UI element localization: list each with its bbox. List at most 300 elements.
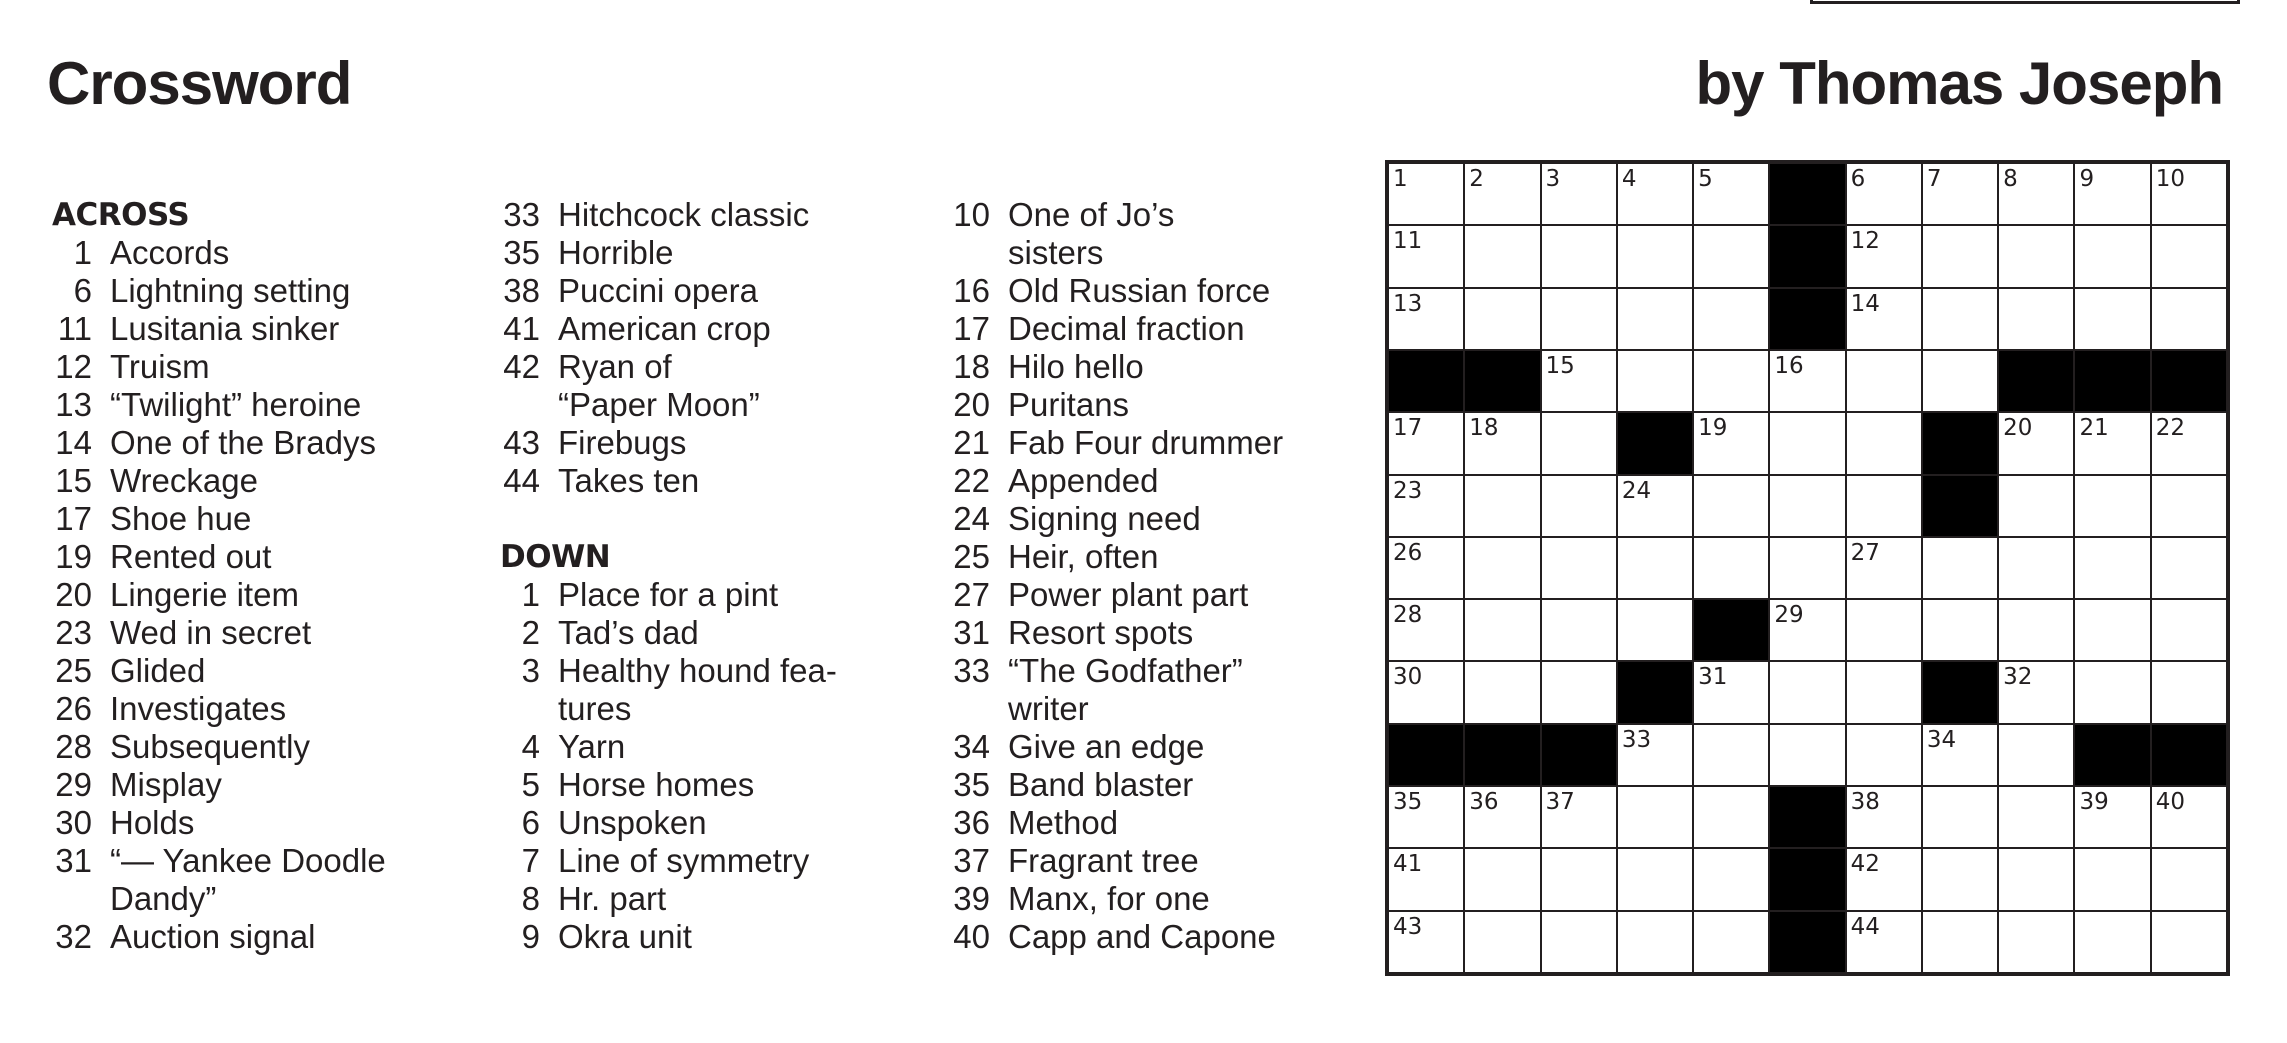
grid-cell[interactable]: [1999, 226, 2073, 286]
clue-number: 44: [503, 462, 540, 499]
clue-number: 20: [55, 576, 92, 613]
grid-cell[interactable]: [1694, 538, 1768, 598]
grid-cell[interactable]: [1999, 289, 2073, 349]
byline: by Thomas Joseph: [1695, 50, 2223, 117]
grid-cell[interactable]: [1618, 600, 1692, 660]
black-square: [2152, 725, 2226, 785]
clue-number: 26: [55, 690, 92, 727]
grid-cell[interactable]: [1770, 351, 1844, 411]
clue-number: 35: [503, 234, 540, 271]
clue-item: [500, 766, 940, 804]
cell-number: 33: [1621, 726, 1652, 753]
grid-cell[interactable]: [1542, 849, 1616, 909]
clue-text: One of Jo’s: [1008, 196, 1175, 233]
grid-cell[interactable]: [1847, 600, 1921, 660]
cell-number: 20: [2003, 415, 2033, 442]
clue-text: Hr. part: [558, 880, 667, 917]
clue-item: [950, 576, 1390, 614]
clue-number: 17: [953, 310, 990, 347]
clue-number: 40: [953, 918, 990, 955]
grid-cell[interactable]: [1999, 600, 2073, 660]
clue-text: Horrible: [558, 234, 674, 271]
clue-item: [950, 386, 1390, 424]
cell-number: 29: [1774, 602, 1804, 629]
grid-cell[interactable]: [1694, 912, 1768, 972]
black-square: [2075, 725, 2149, 785]
grid-cell[interactable]: [1999, 164, 2073, 224]
black-square: [1542, 725, 1616, 785]
grid-cell[interactable]: [1389, 164, 1463, 224]
grid-cell[interactable]: [1770, 662, 1844, 722]
grid-cell[interactable]: [1923, 351, 1997, 411]
cell-number: 6: [1850, 166, 1866, 192]
clue-number: 33: [953, 652, 990, 689]
grid-cell[interactable]: [1694, 164, 1768, 224]
clue-item: [950, 728, 1390, 766]
clue-item: [950, 462, 1390, 500]
grid-cell[interactable]: [1465, 912, 1539, 972]
clue-text: sisters: [1008, 234, 1104, 271]
clue-text: Auction signal: [110, 918, 316, 955]
clue-text: Okra unit: [558, 918, 692, 955]
grid-cell[interactable]: [1770, 725, 1844, 785]
clue-text: “The Godfather”: [1008, 652, 1243, 689]
clue-item: [52, 462, 492, 500]
grid-cell[interactable]: [1847, 289, 1921, 349]
clue-text: Lightning setting: [110, 272, 351, 309]
clue-number: [950, 690, 990, 728]
grid-cell[interactable]: [1923, 912, 1997, 972]
cell-number: 12: [1850, 228, 1880, 255]
clue-text: Ryan of: [558, 348, 672, 385]
grid-cell[interactable]: [1542, 476, 1616, 536]
clue-text: “— Yankee Doodle: [110, 842, 386, 879]
cell-number: 14: [1850, 290, 1880, 317]
grid-cell[interactable]: [1618, 289, 1692, 349]
grid-cell[interactable]: [1542, 538, 1616, 598]
grid-cell[interactable]: [2075, 226, 2149, 286]
grid-cell[interactable]: [1999, 787, 2073, 847]
grid-cell[interactable]: [1542, 289, 1616, 349]
clue-number: 7: [521, 842, 540, 879]
black-square: [1999, 351, 2073, 411]
grid-cell[interactable]: [1923, 538, 1997, 598]
grid-cell[interactable]: [2152, 662, 2226, 722]
clue-item: [950, 880, 1390, 918]
clue-number: 2: [521, 614, 540, 651]
grid-cell[interactable]: [1618, 787, 1692, 847]
cell-number: 38: [1850, 789, 1880, 816]
cell-number: 41: [1393, 851, 1423, 878]
grid-cell[interactable]: [1465, 849, 1539, 909]
clue-text: “Paper Moon”: [558, 386, 760, 423]
cell-number: 2: [1469, 166, 1484, 192]
clue-item: [500, 234, 940, 272]
clue-number: 14: [55, 424, 92, 461]
grid-cell[interactable]: [1542, 351, 1616, 411]
grid-cell[interactable]: [1694, 787, 1768, 847]
grid-cell[interactable]: [1465, 226, 1539, 286]
grid-cell[interactable]: [1389, 289, 1463, 349]
clue-text: Healthy hound fea-: [558, 652, 837, 689]
clue-number: 20: [953, 386, 990, 423]
cell-number: 7: [1926, 166, 1942, 192]
grid-cell[interactable]: [1923, 226, 1997, 286]
clue-item: [52, 766, 492, 804]
grid-cell[interactable]: [1465, 662, 1539, 722]
cell-number: 22: [2155, 415, 2185, 442]
black-square: [1465, 725, 1539, 785]
grid-cell[interactable]: [2075, 538, 2149, 598]
clue-item: [950, 804, 1390, 842]
clue-text: Method: [1008, 804, 1119, 841]
clue-item: [52, 614, 492, 652]
page-title: Crossword: [47, 50, 352, 117]
grid-cell[interactable]: [1694, 351, 1768, 411]
grid-cell[interactable]: [1389, 849, 1463, 909]
grid-cell[interactable]: [1389, 226, 1463, 286]
clue-text: Place for a pint: [558, 576, 779, 613]
clue-text: Manx, for one: [1008, 880, 1210, 917]
black-square: [2075, 351, 2149, 411]
clue-number: 37: [953, 842, 990, 879]
grid-cell[interactable]: [1389, 600, 1463, 660]
grid-cell[interactable]: [1847, 164, 1921, 224]
grid-cell[interactable]: [2152, 289, 2226, 349]
grid-cell[interactable]: [1847, 538, 1921, 598]
clue-text: Power plant part: [1008, 576, 1249, 613]
grid-cell[interactable]: [1694, 289, 1768, 349]
grid-cell[interactable]: [1694, 413, 1768, 473]
grid-cell[interactable]: [1847, 413, 1921, 473]
grid-cell[interactable]: [1923, 725, 1997, 785]
grid-cell[interactable]: [1999, 538, 2073, 598]
black-square: [1770, 289, 1844, 349]
clue-number: 11: [57, 310, 92, 347]
grid-cell[interactable]: [2152, 538, 2226, 598]
clue-text: Horse homes: [558, 766, 755, 803]
grid-cell[interactable]: [1770, 600, 1844, 660]
clue-text: Takes ten: [558, 462, 700, 499]
grid-cell[interactable]: [2075, 413, 2149, 473]
clue-item: [52, 880, 492, 918]
grid-cell[interactable]: [1389, 912, 1463, 972]
clue-text: American crop: [558, 310, 771, 347]
grid-cell[interactable]: [2152, 476, 2226, 536]
cell-number: 10: [2155, 166, 2185, 192]
clue-item: [500, 880, 940, 918]
clue-item: [500, 652, 940, 690]
grid-cell[interactable]: [2152, 226, 2226, 286]
clue-number: 25: [953, 538, 990, 575]
black-square: [1465, 351, 1539, 411]
grid-cell[interactable]: [1923, 164, 1997, 224]
black-square: [1770, 912, 1844, 972]
grid-cell[interactable]: [1847, 476, 1921, 536]
clue-item: [500, 842, 940, 880]
grid-cell[interactable]: [1542, 413, 1616, 473]
grid-cell[interactable]: [2075, 289, 2149, 349]
cell-number: 43: [1393, 913, 1423, 940]
clue-number: 10: [953, 196, 990, 233]
clue-number: 19: [55, 538, 92, 575]
clue-number: 23: [55, 614, 92, 651]
clue-number: 31: [953, 614, 990, 651]
clue-item: [500, 918, 940, 956]
clue-text: Misplay: [110, 766, 222, 803]
cell-number: 28: [1393, 602, 1423, 629]
clue-item: [950, 538, 1390, 576]
clue-number: 17: [55, 500, 92, 537]
grid-cell[interactable]: [1923, 600, 1997, 660]
clue-number: 6: [521, 804, 540, 841]
clue-number: 13: [55, 386, 92, 423]
grid-cell[interactable]: [1542, 226, 1616, 286]
clue-text: Resort spots: [1008, 614, 1194, 651]
grid-cell[interactable]: [2075, 912, 2149, 972]
grid-cell[interactable]: [1847, 849, 1921, 909]
clue-item: [52, 576, 492, 614]
grid-cell[interactable]: [1618, 912, 1692, 972]
grid-cell[interactable]: [1923, 289, 1997, 349]
grid-cell[interactable]: [1770, 413, 1844, 473]
grid-cell[interactable]: [1618, 351, 1692, 411]
clue-item: [500, 804, 940, 842]
clue-item: [500, 576, 940, 614]
grid-cell[interactable]: [1999, 912, 2073, 972]
clue-number: 1: [73, 234, 92, 271]
clue-text: Old Russian force: [1008, 272, 1271, 309]
clue-item: [950, 310, 1390, 348]
black-square: [2152, 351, 2226, 411]
grid-cell[interactable]: [2075, 787, 2149, 847]
grid-cell[interactable]: [1465, 413, 1539, 473]
cell-number: 3: [1545, 166, 1561, 192]
grid-cell[interactable]: [1389, 538, 1463, 598]
grid-cell[interactable]: [1618, 476, 1692, 536]
clue-item: [950, 614, 1390, 652]
clue-number: 39: [953, 880, 990, 917]
clue-text: Accords: [110, 234, 230, 271]
grid-cell[interactable]: [1542, 912, 1616, 972]
grid-cell[interactable]: [1465, 538, 1539, 598]
top-frame-box: [1810, 0, 2240, 4]
grid-cell[interactable]: [1999, 662, 2073, 722]
clue-item: [500, 462, 940, 500]
grid-cell[interactable]: [1923, 849, 1997, 909]
crossword-grid: [1385, 160, 2230, 976]
clue-column-2: [500, 196, 940, 956]
cell-number: 37: [1545, 789, 1575, 816]
grid-cell[interactable]: [1694, 725, 1768, 785]
clue-item: [500, 386, 940, 424]
clue-column-3: [950, 196, 1390, 956]
grid-cell[interactable]: [1999, 476, 2073, 536]
clue-item: [52, 690, 492, 728]
clue-number: 3: [521, 652, 540, 689]
grid-cell[interactable]: [1542, 164, 1616, 224]
grid-cell[interactable]: [1694, 662, 1768, 722]
grid-cell[interactable]: [1847, 912, 1921, 972]
cell-number: 9: [2079, 166, 2095, 192]
grid-cell[interactable]: [1999, 725, 2073, 785]
grid-cell[interactable]: [2075, 600, 2149, 660]
grid-cell[interactable]: [1999, 413, 2073, 473]
cell-number: 21: [2079, 415, 2109, 442]
grid-cell[interactable]: [1465, 164, 1539, 224]
clue-text: Truism: [110, 348, 210, 385]
cell-number: 27: [1850, 539, 1880, 566]
clue-number: 31: [55, 842, 92, 879]
grid-cell[interactable]: [1770, 476, 1844, 536]
clue-item: [52, 538, 492, 576]
down-heading: DOWN: [500, 539, 611, 575]
clue-text: Puritans: [1008, 386, 1130, 423]
clue-number: 9: [521, 918, 540, 955]
grid-cell[interactable]: [1847, 662, 1921, 722]
grid-cell[interactable]: [1847, 351, 1921, 411]
grid-cell[interactable]: [1542, 600, 1616, 660]
grid-cell[interactable]: [1694, 226, 1768, 286]
grid-cell[interactable]: [1847, 226, 1921, 286]
clue-text: Signing need: [1008, 500, 1201, 537]
clue-number: 6: [73, 272, 92, 309]
clue-text: Lingerie item: [110, 576, 299, 613]
black-square: [1923, 662, 1997, 722]
grid-cell[interactable]: [1465, 476, 1539, 536]
grid-cell[interactable]: [1389, 476, 1463, 536]
grid-cell[interactable]: [1618, 538, 1692, 598]
grid-cell[interactable]: [1694, 476, 1768, 536]
clue-text: Firebugs: [558, 424, 687, 461]
clue-number: 27: [953, 576, 990, 613]
grid-cell[interactable]: [1389, 413, 1463, 473]
grid-cell[interactable]: [2152, 413, 2226, 473]
cell-number: 32: [2003, 664, 2033, 691]
clue-text: Unspoken: [558, 804, 707, 841]
grid-cell[interactable]: [2152, 787, 2226, 847]
grid-cell[interactable]: [1618, 849, 1692, 909]
cell-number: 17: [1393, 415, 1423, 442]
grid-cell[interactable]: [1618, 725, 1692, 785]
grid-cell[interactable]: [1923, 787, 1997, 847]
black-square: [1770, 164, 1844, 224]
clue-item: [950, 842, 1390, 880]
grid-cell[interactable]: [1465, 600, 1539, 660]
grid-cell[interactable]: [1847, 725, 1921, 785]
black-square: [1770, 849, 1844, 909]
clue-item: [950, 234, 1390, 272]
clue-text: Hilo hello: [1008, 348, 1144, 385]
grid-cell[interactable]: [2075, 476, 2149, 536]
grid-cell[interactable]: [1694, 849, 1768, 909]
cell-number: 44: [1850, 913, 1880, 940]
black-square: [1923, 413, 1997, 473]
grid-cell[interactable]: [2152, 912, 2226, 972]
clue-item: [500, 614, 940, 652]
clue-number: [500, 690, 540, 728]
grid-cell[interactable]: [1542, 787, 1616, 847]
black-square: [1923, 476, 1997, 536]
grid-cell[interactable]: [2075, 662, 2149, 722]
clue-text: One of the Bradys: [110, 424, 376, 461]
cell-number: 39: [2079, 789, 2109, 816]
grid-cell[interactable]: [2152, 600, 2226, 660]
clue-item: [52, 234, 492, 272]
grid-cell[interactable]: [1542, 662, 1616, 722]
cell-number: 15: [1545, 352, 1575, 379]
clue-text: Wed in secret: [110, 614, 312, 651]
black-square: [1694, 600, 1768, 660]
cell-number: 18: [1469, 415, 1499, 442]
clue-number: 15: [55, 462, 92, 499]
grid-cell[interactable]: [1618, 226, 1692, 286]
black-square: [1770, 787, 1844, 847]
clue-item: [52, 348, 492, 386]
clue-number: 42: [503, 348, 540, 385]
clue-text: Fragrant tree: [1008, 842, 1199, 879]
grid-cell[interactable]: [1389, 662, 1463, 722]
cell-number: 11: [1393, 228, 1423, 255]
clue-item: [950, 690, 1390, 728]
cell-number: 36: [1469, 789, 1499, 816]
clue-number: 41: [503, 310, 540, 347]
grid-cell[interactable]: [1465, 289, 1539, 349]
grid-cell[interactable]: [1847, 787, 1921, 847]
clue-item: [950, 500, 1390, 538]
grid-cell[interactable]: [1999, 849, 2073, 909]
section-gap: [500, 500, 940, 538]
clue-text: Hitchcock classic: [558, 196, 810, 233]
clue-number: 35: [953, 766, 990, 803]
clue-number: [500, 386, 540, 424]
clue-item: [52, 386, 492, 424]
grid-cell[interactable]: [1465, 787, 1539, 847]
clue-item: [52, 272, 492, 310]
cell-number: 30: [1393, 664, 1423, 691]
clue-column-1: [52, 196, 492, 956]
clue-number: 25: [55, 652, 92, 689]
clue-item: [950, 424, 1390, 462]
grid-cell[interactable]: [2152, 164, 2226, 224]
clue-item: [52, 804, 492, 842]
clue-text: Give an edge: [1008, 728, 1205, 765]
clue-item: [52, 310, 492, 348]
grid-cell[interactable]: [1618, 164, 1692, 224]
grid-cell[interactable]: [1770, 538, 1844, 598]
clue-text: Puccini opera: [558, 272, 758, 309]
black-square: [1389, 351, 1463, 411]
cell-number: 34: [1926, 726, 1957, 753]
clue-text: Capp and Capone: [1008, 918, 1276, 955]
clue-item: [52, 728, 492, 766]
cell-number: 13: [1393, 290, 1423, 317]
grid-cell[interactable]: [2075, 849, 2149, 909]
clue-text: tures: [558, 690, 632, 727]
clue-text: Wreckage: [110, 462, 258, 499]
clue-item: [500, 424, 940, 462]
clue-item: [500, 690, 940, 728]
cell-number: 26: [1393, 539, 1423, 566]
grid-cell[interactable]: [1389, 787, 1463, 847]
clue-text: Appended: [1008, 462, 1159, 499]
grid-cell[interactable]: [2152, 849, 2226, 909]
grid-cell[interactable]: [2075, 164, 2149, 224]
clue-number: 34: [953, 728, 990, 765]
clue-text: Subsequently: [110, 728, 310, 765]
clue-item: [950, 196, 1390, 234]
clue-text: Tad’s dad: [558, 614, 699, 651]
